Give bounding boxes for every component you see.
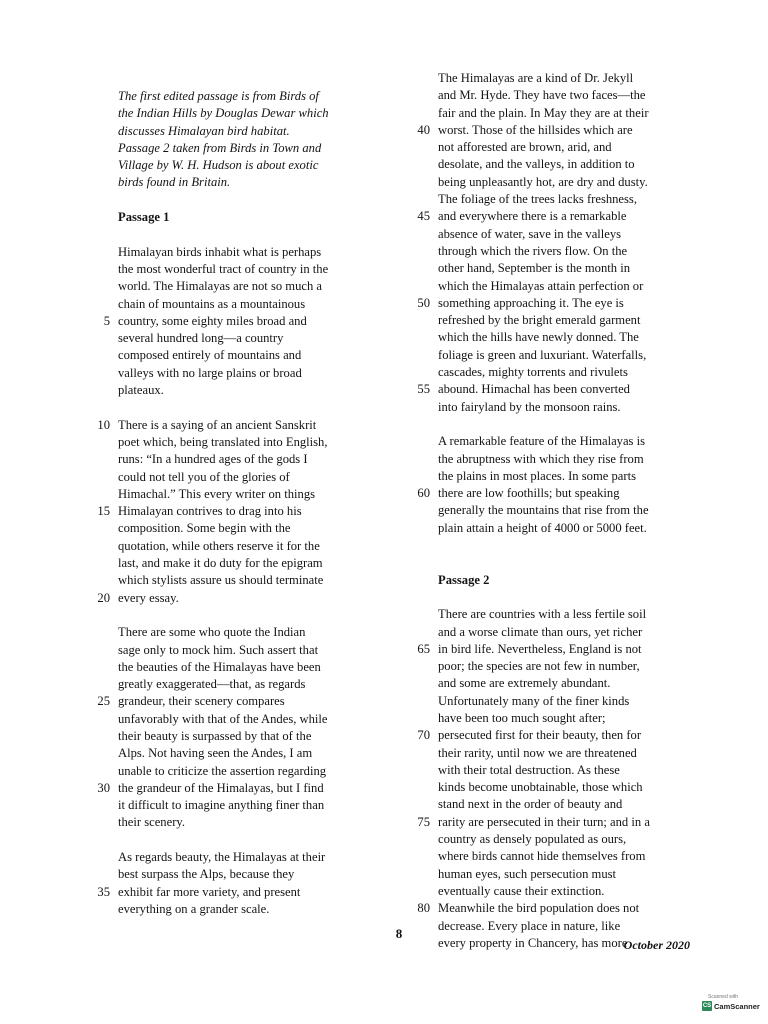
line-number: 15 (97, 504, 110, 519)
intro-line: the Indian Hills by Douglas Dewar which (118, 106, 329, 121)
text-line (438, 658, 696, 675)
line-text: where birds cannot hide themselves from (438, 849, 646, 864)
line-text: greatly exaggerated—that, as regards (118, 677, 306, 692)
text-line (438, 399, 696, 416)
line-number: 10 (97, 417, 110, 432)
text-line (118, 555, 380, 572)
line-text: the grandeur of the Himalayas, but I find (118, 780, 324, 795)
text-line (438, 226, 696, 243)
intro-line: Village by W. H. Hudson is about exotic (118, 158, 319, 173)
line-text: being unpleasantly hot, are dry and dusty. (438, 174, 648, 189)
text-line (118, 538, 380, 555)
text-line (438, 174, 696, 191)
text-line (438, 347, 696, 364)
text-line (118, 642, 380, 659)
line-text: desolate, and the valleys, in addition to (438, 157, 635, 172)
text-line (438, 606, 696, 623)
line-text: in bird life. Nevertheless, England is not (438, 641, 642, 656)
line-number: 25 (97, 694, 110, 709)
text-line (118, 451, 380, 468)
line-text: cascades, mighty torrents and rivulets (438, 365, 628, 380)
line-number: 50 (417, 295, 430, 310)
line-text: every essay. (118, 590, 179, 605)
line-text: Himalayan birds inhabit what is perhaps (118, 244, 322, 259)
line-text: and a worse climate than ours, yet richer (438, 624, 643, 639)
line-text: the beauties of the Himalayas have been (118, 659, 321, 674)
line-text: foliage is green and luxuriant. Waterfalls, (438, 347, 647, 362)
passage-1-continued (417, 70, 696, 537)
line-text: poor; the species are not few in number, (438, 659, 640, 674)
line-text: their beauty is surpassed by that of the (118, 728, 312, 743)
text-line (438, 451, 696, 468)
line-text: persecuted first for their beauty, then for (438, 728, 642, 743)
intro-line: discusses Himalayan bird habitat. (118, 123, 290, 138)
line-text: not afforested are brown, arid, and (438, 140, 612, 155)
line-text: There are some who quote the Indian (118, 625, 306, 640)
line-text: best surpass the Alps, because they (118, 867, 295, 882)
line-text: Alps. Not having seen the Andes, I am (118, 746, 313, 761)
text-line (438, 520, 696, 537)
intro-block (118, 88, 380, 192)
line-text: kinds become unobtainable, those which (438, 780, 643, 795)
text-line (438, 278, 696, 295)
text-line (438, 105, 696, 122)
line-number: 65 (417, 641, 430, 656)
line-text: The foliage of the trees lacks freshness, (438, 192, 637, 207)
text-line (118, 849, 380, 866)
paragraph (417, 70, 696, 416)
paragraph (417, 606, 696, 952)
passage-1-heading: Passage 1 (118, 210, 170, 225)
text-line (118, 711, 380, 728)
line-text: world. The Himalayas are not so much a (118, 279, 323, 294)
text-line (438, 848, 696, 865)
text-line (417, 727, 696, 744)
line-text: and everywhere there is a remarkable (438, 209, 627, 224)
line-text: plateaux. (118, 383, 164, 398)
text-line (438, 502, 696, 519)
text-line (438, 745, 696, 762)
line-text: Himalayan contrives to drag into his (118, 504, 302, 519)
paragraph (97, 417, 380, 607)
page-number: 8 (395, 926, 403, 941)
text-line (438, 762, 696, 779)
line-text: every property in Chancery, has more (438, 935, 628, 950)
line-text: composition. Some begin with the (118, 521, 291, 536)
line-text: Meanwhile the bird population does not (438, 901, 640, 916)
camscanner-logo-icon: CS (702, 1003, 712, 1009)
line-text: As regards beauty, the Himalayas at their (118, 850, 326, 865)
text-line (417, 900, 696, 917)
text-line (438, 329, 696, 346)
text-line (118, 434, 380, 451)
intro-line: The first edited passage is from Birds of (118, 89, 319, 103)
line-text: the abruptness with which they rise from (438, 451, 644, 466)
line-number: 55 (417, 382, 430, 397)
intro-line: Passage 2 taken from Birds in Town and (118, 140, 322, 155)
line-text: their rarity, until now we are threatened (438, 745, 637, 760)
text-line (97, 417, 380, 434)
line-number: 75 (417, 814, 430, 829)
line-text: decrease. Every place in nature, like (438, 918, 621, 933)
text-line (118, 296, 380, 313)
right-column (417, 70, 696, 952)
line-text: the most wonderful tract of country in the (118, 261, 329, 276)
footer-date: October 2020 (623, 938, 690, 952)
line-number: 30 (97, 780, 110, 795)
line-text: abound. Himachal has been converted (438, 382, 630, 397)
camscanner-watermark (702, 994, 760, 1016)
text-line (97, 503, 380, 520)
text-line (118, 797, 380, 814)
intro-line: birds found in Britain. (118, 175, 231, 190)
text-line (417, 485, 696, 502)
line-number: 20 (97, 590, 110, 605)
line-text: plain attain a height of 4000 or 5000 feet. (438, 520, 647, 535)
text-line (118, 365, 380, 382)
text-line (438, 624, 696, 641)
line-text: refreshed by the bright emerald garment (438, 313, 641, 328)
line-text: several hundred long—a country (118, 331, 284, 346)
line-text: there are low foothills; but speaking (438, 486, 620, 501)
line-text: into fairyland by the monsoon rains. (438, 399, 621, 414)
passage-2-heading: Passage 2 (438, 572, 490, 587)
line-text: chain of mountains as a mountainous (118, 296, 306, 311)
line-text: poet which, being translated into English, (118, 434, 328, 449)
line-text: runs: “In a hundred ages of the gods I (118, 452, 308, 467)
line-text: everything on a grander scale. (118, 901, 270, 916)
line-text: through which the rivers flow. On the (438, 243, 628, 258)
line-text: last, and make it do duty for the epigram (118, 556, 323, 571)
line-text: worst. Those of the hillsides which are (438, 122, 633, 137)
line-text: valleys with no large plains or broad (118, 365, 302, 380)
text-line (438, 779, 696, 796)
text-line (118, 745, 380, 762)
line-text: could not tell you of the glories of (118, 469, 290, 484)
camscanner-name: CamScanner (714, 1001, 760, 1011)
line-number: 5 (103, 313, 110, 328)
paragraph (97, 849, 380, 918)
line-text: grandeur, their scenery compares (118, 694, 285, 709)
text-line (438, 87, 696, 104)
line-text: country, some eighty miles broad and (118, 313, 307, 328)
text-line (118, 763, 380, 780)
line-text: something approaching it. The eye is (438, 295, 624, 310)
line-text: Unfortunately many of the finer kinds (438, 693, 630, 708)
text-line (118, 278, 380, 295)
line-number: 60 (417, 486, 430, 501)
line-number: 45 (417, 209, 430, 224)
line-text: which the Himalayas attain perfection or (438, 278, 644, 293)
text-line (417, 641, 696, 658)
text-line (97, 780, 380, 797)
line-number: 70 (417, 728, 430, 743)
text-line (438, 243, 696, 260)
text-line (438, 433, 696, 450)
line-text: exhibit far more variety, and present (118, 884, 301, 899)
text-line (118, 572, 380, 589)
text-line (118, 261, 380, 278)
text-line (438, 796, 696, 813)
line-text: sage only to mock him. Such assert that (118, 642, 319, 657)
text-line (438, 156, 696, 173)
line-text: unable to criticize the assertion regarding (118, 763, 327, 778)
line-text: country as densely populated as ours, (438, 832, 627, 847)
line-text: stand next in the order of beauty and (438, 797, 623, 812)
text-line (438, 710, 696, 727)
text-line (438, 191, 696, 208)
text-line (438, 675, 696, 692)
left-column (97, 88, 380, 918)
text-line (118, 728, 380, 745)
text-line (118, 330, 380, 347)
scanned-with-label: Scanned with (708, 994, 739, 1000)
line-text: Himachal.” This every writer on things (118, 486, 316, 501)
text-line (118, 520, 380, 537)
line-text: have been too much sought after; (438, 710, 606, 725)
line-text: eventually cause their extinction. (438, 883, 605, 898)
text-line (417, 381, 696, 398)
line-text: composed entirely of mountains and (118, 348, 302, 363)
line-text: quotation, while others reserve it for the (118, 538, 320, 553)
line-text: other hand, September is the month in (438, 261, 631, 276)
text-line (438, 468, 696, 485)
paragraph (97, 624, 380, 832)
text-line (118, 382, 380, 399)
text-line (438, 364, 696, 381)
text-line (438, 260, 696, 277)
text-line (118, 244, 380, 261)
passage-1-body (97, 244, 380, 919)
text-line (118, 469, 380, 486)
text-line (118, 866, 380, 883)
line-number: 80 (417, 901, 430, 916)
text-line (118, 814, 380, 831)
text-line (97, 590, 380, 607)
text-line (438, 312, 696, 329)
line-text: which stylists assure us should terminate (118, 573, 324, 588)
line-text: with their total destruction. As these (438, 762, 620, 777)
line-text: human eyes, such persecution must (438, 866, 617, 881)
paragraph (417, 433, 696, 537)
line-text: rarity are persecuted in their turn; and in a (438, 814, 650, 829)
line-number: 40 (417, 122, 430, 137)
line-text: unfavorably with that of the Andes, while (118, 711, 328, 726)
text-line (438, 831, 696, 848)
text-line (417, 122, 696, 139)
line-number: 35 (97, 884, 110, 899)
passage-2-body (417, 606, 696, 952)
line-text: The Himalayas are a kind of Dr. Jekyll (438, 71, 634, 85)
text-line (417, 208, 696, 225)
text-line (103, 313, 380, 330)
text-line (118, 659, 380, 676)
text-line (118, 486, 380, 503)
text-line (417, 295, 696, 312)
line-text: and some are extremely abundant. (438, 676, 611, 691)
line-text: There are countries with a less fertile soil (438, 607, 647, 622)
text-line (438, 693, 696, 710)
line-text: There is a saying of an ancient Sanskrit (118, 417, 317, 432)
text-line (97, 884, 380, 901)
text-line (118, 624, 380, 641)
text-line (417, 814, 696, 831)
text-line (438, 918, 696, 935)
text-line (97, 693, 380, 710)
line-text: A remarkable feature of the Himalayas is (438, 434, 646, 449)
line-text: generally the mountains that rise from the (438, 503, 649, 518)
text-line (438, 70, 696, 87)
text-line (118, 901, 380, 918)
text-line (438, 139, 696, 156)
line-text: fair and the plain. In May they are at their (438, 105, 649, 120)
line-text: it difficult to imagine anything finer than (118, 798, 325, 813)
text-line (438, 883, 696, 900)
line-text: the plains in most places. In some parts (438, 468, 636, 483)
line-text: absence of water, save in the valleys (438, 226, 622, 241)
line-text: which the hills have newly donned. The (438, 330, 639, 345)
text-line (118, 676, 380, 693)
text-line (118, 347, 380, 364)
text-line (438, 866, 696, 883)
line-text: their scenery. (118, 815, 186, 830)
paragraph (103, 244, 380, 400)
line-text: and Mr. Hyde. They have two faces—the (438, 88, 646, 103)
